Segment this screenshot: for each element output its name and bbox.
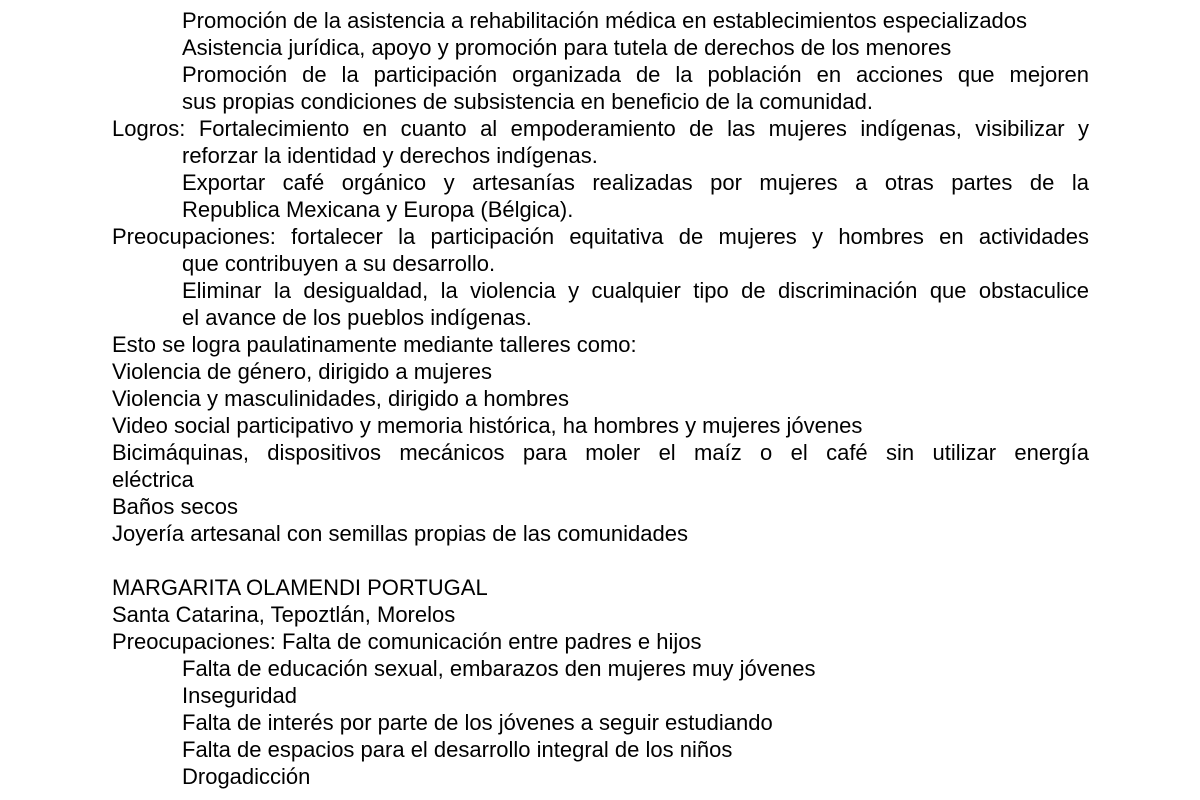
text-line: Joyería artesanal con semillas propias de las comunidades: [112, 521, 688, 546]
text-line: Video social participativo y memoria histórica, ha hombres y mujeres jóvenes: [112, 413, 863, 438]
text-line: el avance de los pueblos indígenas.: [182, 305, 532, 330]
text-line: Violencia y masculinidades, dirigido a hombres: [112, 386, 569, 411]
person-name-heading: MARGARITA OLAMENDI PORTUGAL: [112, 575, 488, 600]
text-line: Falta de educación sexual, embarazos den mujeres muy jóvenes: [182, 656, 816, 681]
text-line: Bicimáquinas, dispositivos mecánicos para moler el maíz o el café sin utilizar energía: [112, 440, 1089, 465]
text-line: Promoción de la asistencia a rehabilitación médica en establecimientos especializados: [182, 8, 1028, 33]
text-line: Baños secos: [112, 494, 238, 519]
text-line: Falta de espacios para el desarrollo integral de los niños: [182, 737, 733, 762]
text-line: Esto se logra paulatinamente mediante talleres como:: [112, 332, 637, 357]
text-line: Falta de interés por parte de los jóvenes a seguir estudiando: [182, 710, 773, 735]
text-line: Republica Mexicana y Europa (Bélgica).: [182, 197, 574, 222]
text-line: Logros: Fortalecimiento en cuanto al empoderamiento de las mujeres indígenas, visibilizar y: [112, 116, 1089, 141]
text-line: Eliminar la desigualdad, la violencia y cualquier tipo de discriminación que obstaculice: [182, 278, 1089, 303]
text-line: Asistencia jurídica, apoyo y promoción para tutela de derechos de los menores: [182, 35, 952, 60]
text-line: Violencia de género, dirigido a mujeres: [112, 359, 492, 384]
text-line: Preocupaciones: fortalecer la participación equitativa de mujeres y hombres en actividades: [112, 224, 1089, 249]
text-line: Promoción de la participación organizada de la población en acciones que mejoren: [182, 62, 1089, 87]
text-line: sus propias condiciones de subsistencia en beneficio de la comunidad.: [182, 89, 873, 114]
text-line: Exportar café orgánico y artesanías realizadas por mujeres a otras partes de la: [182, 170, 1089, 195]
text-line: Drogadicción: [182, 764, 311, 789]
text-line: Preocupaciones: Falta de comunicación entre padres e hijos: [112, 629, 702, 654]
text-line: que contribuyen a su desarrollo.: [182, 251, 496, 276]
location-line: Santa Catarina, Tepoztlán, Morelos: [112, 602, 456, 627]
text-line: reforzar la identidad y derechos indígenas.: [182, 143, 598, 168]
text-line: eléctrica: [112, 467, 194, 492]
text-line: Inseguridad: [182, 683, 297, 708]
